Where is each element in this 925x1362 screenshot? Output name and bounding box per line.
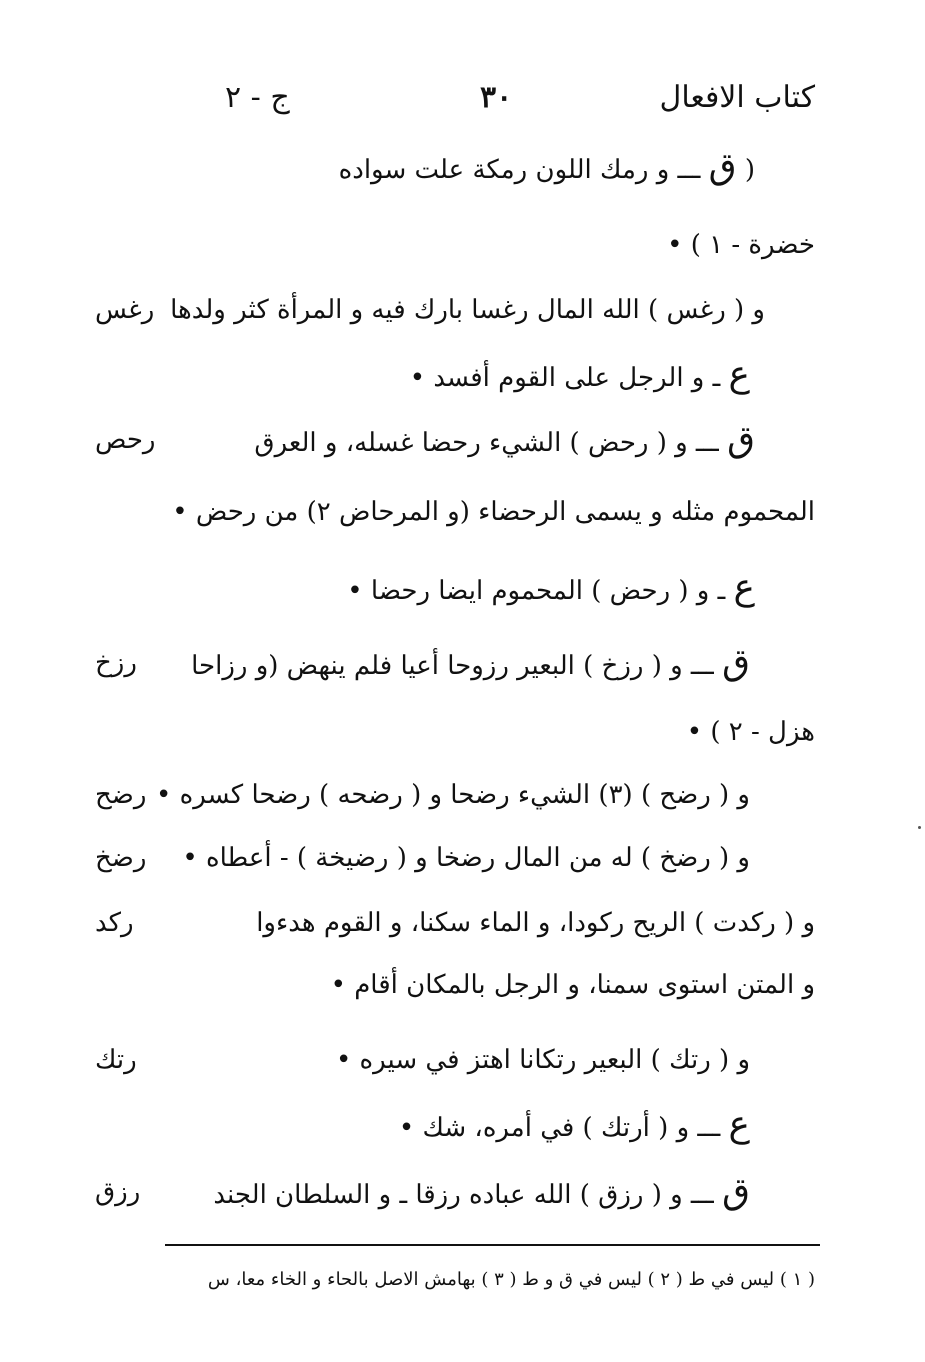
text-line-12: و ( ركدت ) الريح ركودا، و الماء سكنا، و القوم هدءوا — [256, 908, 815, 938]
footnote: ( ١ ) ليس في ط ( ٢ ) ليس في ق و ط ( ٣ ) بهامش الاصل بالحاء و الخاء معا، س — [207, 1269, 815, 1290]
margin-root: رتك — [95, 1045, 137, 1075]
margin-root: رحص — [95, 425, 156, 455]
text-line-1: ( ق ـــ و رمك اللون رمكة علت سواده — [338, 146, 755, 187]
text-line-6: المحموم مثله و يسمى الرحضاء (و المرحاض ٢) من رحض • — [172, 497, 815, 527]
footnote-divider — [165, 1244, 820, 1246]
text-line-9: هزل - ٢ ) • — [686, 717, 815, 747]
text-line-11: و ( رضخ ) له من المال رضخا و ( رضيخة ) - أعطاه • — [182, 843, 750, 873]
scan-speck — [918, 826, 921, 829]
text-line-3: و ( رغس ) الله المال رغسا بارك فيه و المرأة كثر ولدها — [170, 295, 765, 325]
text-line-7: ع ـ و ( رحض ) المحموم ايضا رحضا • — [347, 567, 755, 608]
text-line-14: و ( رتك ) البعير رتكانا اهتز في سيره • — [335, 1045, 750, 1075]
text-line-10: و ( رضح ) (٣) الشيء رضحا و ( رضحه ) رضحا كسره • — [156, 780, 750, 810]
margin-root: رزخ — [95, 648, 137, 678]
text-line-13: و المتن استوى سمنا، و الرجل بالمكان أقام • — [330, 970, 815, 1000]
text-line-8: ق ـــ و ( رزخ ) البعير رزوحا أعيا فلم ينهض (و رزاحا — [191, 642, 750, 683]
margin-root: رزق — [95, 1177, 141, 1207]
text-line-2: خضرة - ١ ) • — [667, 230, 815, 260]
text-line-4: ع ـ و الرجل على القوم أفسد • — [409, 354, 750, 395]
book-title: كتاب الافعال — [659, 80, 815, 115]
volume-label: ج - ٢ — [225, 80, 290, 115]
margin-root: رغس — [95, 295, 155, 325]
margin-root: رضح — [95, 780, 147, 810]
text-line-15: ع ـــ و ( أرتك ) في أمره، شك • — [398, 1104, 750, 1145]
text-line-5: ق ـــ و ( رحض ) الشيء رحضا غسله، و العرق — [254, 419, 755, 460]
margin-root: ركد — [95, 908, 134, 938]
margin-root: رضخ — [95, 843, 147, 873]
text-line-16: ق ـــ و ( رزق ) الله عباده رزقا ـ و السلطان الجند — [213, 1171, 750, 1212]
page-number: ٣٠ — [480, 80, 513, 115]
